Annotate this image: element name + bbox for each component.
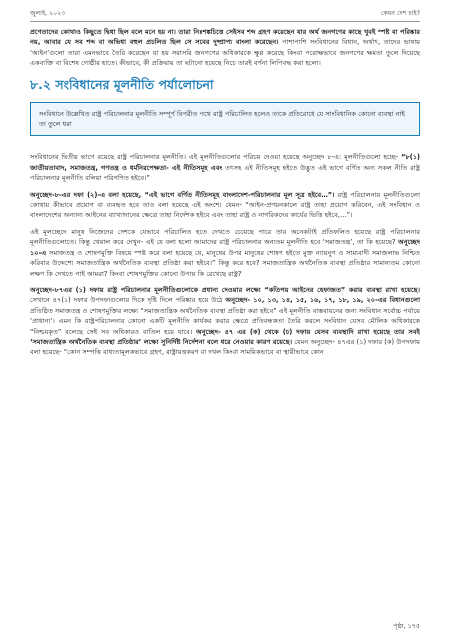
p1-text-c: তৎসহ এই নীতিসমূহ হইতে উদ্ভূত এই ভাগে বর্ণিত অন্য সকল নীতি রাষ্ট্র পরিচালনার মূলনীতি বলিয়া পরিগণিত হইবে।” [30, 163, 420, 183]
intro-paragraph [30, 27, 420, 69]
p1-quote-bold: “৮(১) জাতীয়তাবাদ, সমাজতন্ত্র, গণতন্ত্র ও ধর্মনিরপেক্ষতা- এই নীতিসমূহ এবং [30, 153, 420, 172]
p4-text-d: প্রতিষ্ঠিত সমাজতন্ত্র ও শোষণমুক্তির লক্ষ্যে “সমাজতান্ত্রিক অর্থনৈতিক ব্যবস্থা প্রতিষ্ঠা করা হইবে” এই মূলনীতি বাস্তবায়নের জন্য সংবিধান সর্বোচ্চ পর্যায়ে ‘প্রাধান্য’। এমন কি রাষ্ট্রপরিচালনার কোনো একটি মূলনীতি কার্যকর করার ক্ষেত্রে প্রতিবন্ধকতা তৈরি করলে সংবিধান যেসব মৌলিক অধিকারকে “নিশ্চয়কৃত” বলেছে সেই সব অধিকারও বাতিল হয়ে যাবে। [30, 306, 420, 336]
p3-text-a: এই মূলচ্ছেদে মানুষ নিজেদের দেশকে যেভাবে পরিচালিত হতে দেখতে চেয়েছে পারে তার অনেকটাই প্রতিফলিত হয়েছে রাষ্ট্র পরিচালনার মূলনীতিগুলোতে। কিন্তু খেয়াল করে দেখুন- এই যে বলা হলো আমাদের রাষ্ট্র পরিচালনার অন্যতম মূলনীতি হবে ‘সমাজতন্ত্র’, তা কি হয়েছে? [30, 227, 420, 247]
paragraph-article-47 [30, 285, 420, 358]
header-date: জুলাই, ২০২৩ [30, 10, 66, 17]
paragraph-socialism [30, 227, 420, 279]
document-body [30, 27, 420, 364]
p2-bold: অনুচ্ছেদ-৮-এর দফা (২)-এ বলা হয়েছে, “এই ভাগে বর্ণিত নীতিসমূহ বাংলাদেশ-পরিচালনার মূল সূত্র হইবে…”। [30, 190, 335, 199]
callout-text: সংবিধানে উল্লেখিত রাষ্ট্র পরিচালনার মূলনীতি সম্পূর্ণ বিপরীত পথে রাষ্ট্র পরিচালিত হলেও তাকে প্রতিরোধে যে সাংবিধানিক কোনো ব্যবস্থা নাই তা তুলে ধরা [39, 109, 405, 129]
p2-text: রাষ্ট্র পরিচালনায় মূলনীতিগুলো কোথায় কীভাবে প্রয়োগ বা ব্যবহৃত হবে তাও বলা হয়েছে এই অংশে। যেমন- “আইন-প্রণয়নকালে রাষ্ট্র তাহা প্রয়োগ করিবেন, এই সংবিধান ও বাংলাদেশের অন্যান্য আইনের ব্যাখ্যাদানের ক্ষেত্রে তাহা নির্দেশক হইবে এবং তাহা রাষ্ট্র ও নাগরিকদের কার্যের ভিত্তি হইবে,…”। [30, 190, 420, 220]
header-divider [30, 21, 420, 22]
header-title: কেমন দেশ চাই? [381, 10, 420, 17]
p3-bold: অনুচ্ছেদ ১০-এ [30, 238, 420, 257]
intro-bold-text: প্রণেতাদের কোথাও কিছুতে দ্বিধা ছিল বলে মনে হয় না। তারা নিঃশঙ্কচিত্তে সেইসব শব্দ গ্রহণ করেছেন যার অর্থ জনগণের কাছে খুবই স্পষ্ট বা পরিষ্কার নয়, আবার যে সব শব্দ বা অভিধা বহুল প্রচলিত ছিল সে সবের দুষ্প্রাপ্য বাংলা করেছেন। [30, 28, 420, 47]
section-heading: ৮.২ সংবিধানের মূলনীতি পর্যালোচনা [30, 76, 214, 92]
page-number: পৃষ্ঠা, ১৭৫ [393, 622, 420, 630]
running-header [30, 8, 420, 20]
p4-bold-a: অনুচ্ছেদ-৮৭এর (১) দফায় রাষ্ট্র পরিচালনার মূলনীতিগুলোকে প্রধান্য দেওয়ার লক্ষ্যে “কতিপয় আইনের হেফাজত” করার ব্যবস্থা রাখা হয়েছে। [30, 285, 420, 294]
paragraph-principles [30, 152, 420, 183]
p4-bold-e: অনুচ্ছেদ- ৪৭ এর (ক) থেকে (চ) দফায় যেসব ব্যবস্থাদি রাখা হয়েছে তার সবই ‘সমাজতান্ত্রিক অর্থনৈতিক ব্যবস্থা প্রতিষ্ঠার’ লক্ষ্যে সুনির্দিষ্ট নির্দেশনা বলে ধরে নেওয়ার কারণ রয়েছে। [30, 327, 420, 346]
p4-text-b: সেখানে ৪৭(১) দফার উপদফাগুলোর দিকে দৃষ্টি দিলে পরিষ্কার হয়ে উঠে [30, 296, 226, 305]
p4-bold-c: অনুচ্ছেদ- ১০, ১৩, ১৪, ১৫, ১৬, ১৭, ১৮, ১৯, ২০-এর বিধানগুলো [225, 296, 420, 305]
p4-text-f: যেমন অনুচ্ছেদ- ৪৭এর (১) দফার (ক) উপদফায় বলা হয়েছে- “কোন সম্পত্তি বাধ্যতামূলকভাবে গ্রহণ, রাষ্ট্রায়ত্তকরণ বা দখল কিংবা সাময়িকভাবে বা স্থায়ীভাবে কোন [30, 337, 420, 357]
intro-text: পাশাপাশি সংবিধানের বিধান, অর্থাৎ, তাদের ভাষায় ‘আইন’গুলো তারা এমনভাবে তৈরি করেছেন যা হয় সরাসরি জনগণের অধিকারকে ক্ষুণ্ণ করেছে কিংবা পরোক্ষভাবে জনগণের ক্ষমতা তুলে দিয়েছে একব্যক্তি বা বিশেষ গোষ্ঠীর হাতে। কীভাবে, কী প্রক্রিয়ায় তা ঘটানো হয়েছে নিচে তারই বর্ণনা লিপিবদ্ধ করা হলো। [30, 38, 420, 68]
p1-text-a: সংবিধানের দ্বিতীয় ভাগে রয়েছে রাষ্ট্র পরিচালনার মূলনীতি। এই মূলনীতিগুলোর পরিচয় দেওয়া হয়েছে অনুচ্ছেদ ৮-এ: মূলনীতিগুলো হচ্ছে- [30, 153, 402, 162]
summary-callout-box [30, 102, 420, 137]
p3-text-c: সমাজতন্ত্র ও শোষণমুক্তি বিষয়ে স্পষ্ট করে বলা হয়েছে যে, মানুষের উপর মানুষের শোষণ হইতে মুক্ত ন্যায়নুগ ও সাম্যবাদী সমাজলাভ নিশ্চিত করিবার উদ্দেশ্যে সমাজতান্ত্রিক অর্থনৈতিক ব্যবস্থা প্রতিষ্ঠা করা হইবে।” কিন্তু করে হবে? সমাজতান্ত্রিক অর্থনৈতিক ব্যবস্থা প্রতিষ্ঠার সামান্যতম কোনো লক্ষণ কি দেখতে পাই আমরা? কিংবা শোষণমুক্তির কোনো উপায় কি রেখেছে রাষ্ট্র? [30, 248, 420, 278]
paragraph-article-8-2 [30, 190, 420, 221]
